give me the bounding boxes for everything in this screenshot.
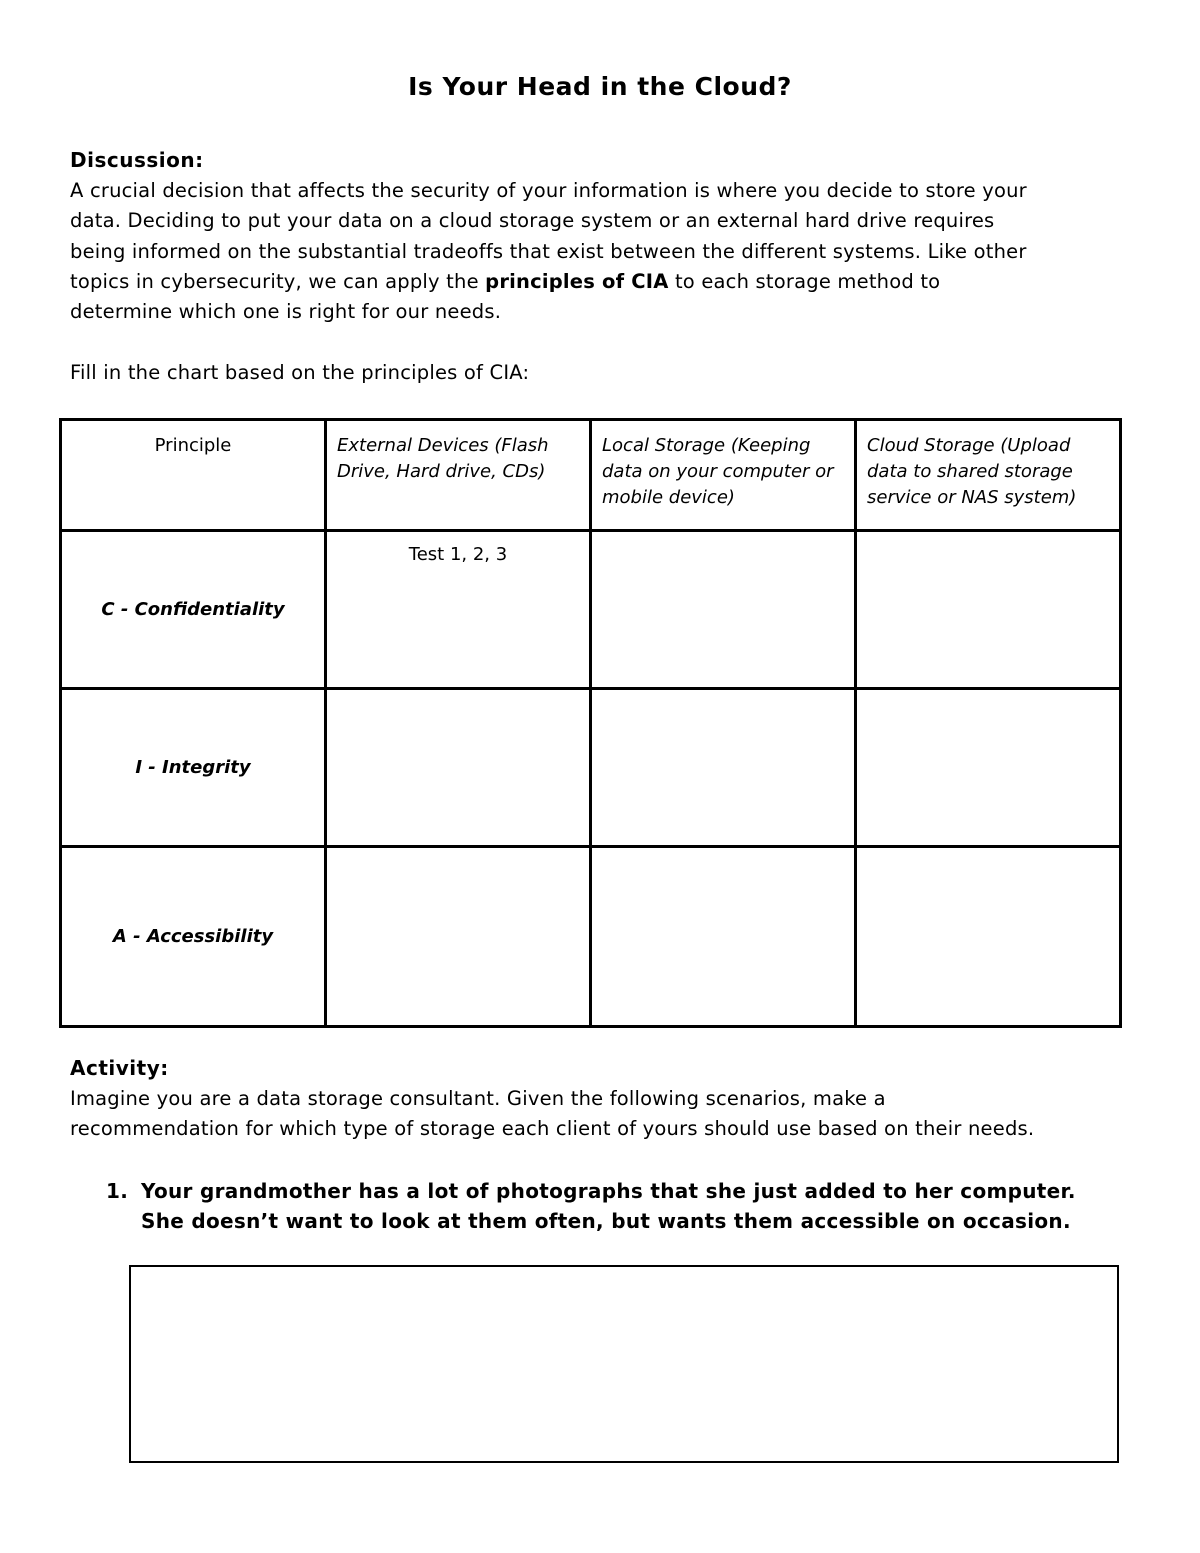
activity-line: recommendation for which type of storage each client of yours should use based on their needs. (70, 1117, 1035, 1141)
cell-accessibility-external[interactable] (326, 847, 591, 1027)
cell-confidentiality-external[interactable]: Test 1, 2, 3 (326, 531, 591, 689)
table-row-integrity (61, 689, 1121, 847)
discussion-line: determine which one is right for our needs. (70, 300, 502, 324)
header-local-storage: Local Storage (Keeping data on your computer or mobile device) (591, 420, 856, 531)
activity-line: Imagine you are a data storage consultant. Given the following scenarios, make a (70, 1087, 886, 1110)
row-label-confidentiality: C - Confidentiality (61, 531, 326, 689)
cia-chart-table (59, 418, 1122, 1028)
cia-principles-emphasis: principles of CIA (485, 269, 669, 293)
row-label-accessibility: A - Accessibility (61, 847, 326, 1027)
discussion-line-part: to each storage method to (668, 269, 941, 293)
header-principle: Principle (61, 420, 326, 531)
discussion-line: being informed on the substantial tradeoffs that exist between the different systems. Like other (70, 239, 1027, 263)
header-cloud-storage: Cloud Storage (Upload data to shared storage service or NAS system) (856, 420, 1121, 531)
discussion-line-part: topics in cybersecurity, we can apply the (70, 269, 486, 293)
discussion-line: A crucial decision that affects the security of your information is where you decide to store your (70, 179, 1027, 202)
table-header-row (61, 420, 1121, 531)
chart-instruction: Fill in the chart based on the principles of CIA: (70, 361, 530, 384)
activity-heading: Activity: (70, 1056, 169, 1080)
cell-integrity-local[interactable] (591, 689, 856, 847)
cell-confidentiality-cloud[interactable] (856, 531, 1121, 689)
activity-paragraph (70, 1084, 1140, 1145)
table-row-confidentiality (61, 531, 1121, 689)
cell-accessibility-local[interactable] (591, 847, 856, 1027)
header-external-devices: External Devices (Flash Drive, Hard drive, CDs) (326, 420, 591, 531)
answer-box[interactable] (129, 1265, 1119, 1463)
discussion-line (70, 267, 1140, 297)
cell-integrity-external[interactable] (326, 689, 591, 847)
question-line: She doesn’t want to look at them often, but wants them accessible on occasion. (141, 1209, 1071, 1233)
cell-confidentiality-local[interactable] (591, 531, 856, 689)
table-row-accessibility (61, 847, 1121, 1027)
question-text (141, 1176, 1141, 1236)
discussion-line: data. Deciding to put your data on a cloud storage system or an external hard drive requires (70, 209, 995, 233)
discussion-paragraph (70, 176, 1140, 327)
page-title: Is Your Head in the Cloud? (408, 72, 792, 101)
discussion-heading: Discussion: (70, 148, 204, 172)
cell-accessibility-cloud[interactable] (856, 847, 1121, 1027)
question-line: Your grandmother has a lot of photographs that she just added to her computer. (141, 1179, 1076, 1203)
question-number: 1. (106, 1179, 129, 1203)
row-label-integrity: I - Integrity (61, 689, 326, 847)
cell-integrity-cloud[interactable] (856, 689, 1121, 847)
